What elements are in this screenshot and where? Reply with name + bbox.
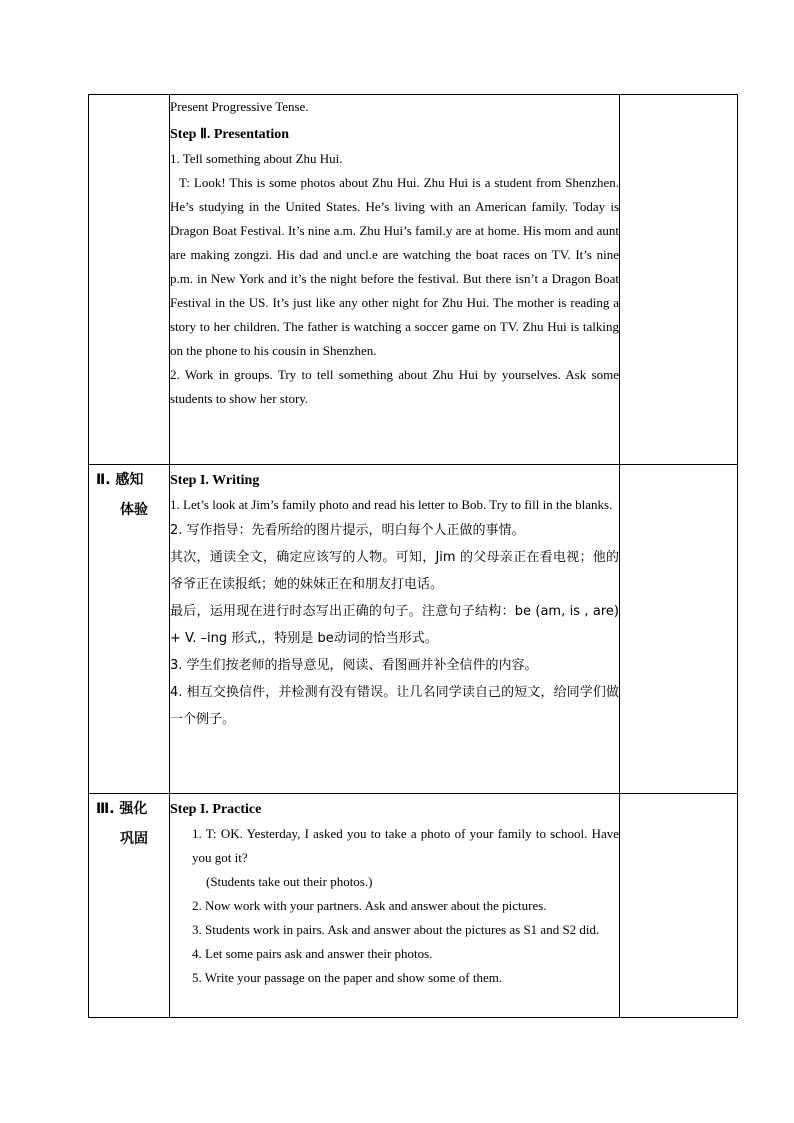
paragraph: 最后，运用现在进行时态写出正确的句子。注意句子结构：be (am, is , are) + V. –ing 形式,，特别是 be动词的恰当形式。 <box>170 604 619 646</box>
paragraph: 4. Let some pairs ask and answer their photos. <box>192 946 433 961</box>
step-heading: Step I. Practice <box>170 802 262 817</box>
table-row <box>89 465 738 794</box>
section-label: 体验 <box>120 502 148 518</box>
notes-cell <box>620 465 738 794</box>
paragraph: 1. Tell something about Zhu Hui. <box>170 151 343 166</box>
section-label: Ⅱ. 感知 <box>96 472 144 488</box>
paragraph: 2. Work in groups. Try to tell something about Zhu Hui by yourselves. Ask some students to show her story. <box>170 367 619 406</box>
paragraph: 3. Students work in pairs. Ask and answer about the pictures as S1 and S2 did. <box>192 922 600 937</box>
notes-cell <box>620 794 738 1018</box>
paragraph: 3. 学生们按老师的指导意见，阅读、看图画并补全信件的内容。 <box>170 658 538 673</box>
section-label-cell <box>89 794 170 1018</box>
content-cell <box>170 794 620 1018</box>
paragraph: T: Look! This is some photos about Zhu Hui. Zhu Hui is a student from Shenzhen. He’s studying in the United States. He’s living with an American family. Today is Dragon Boat Festival. It’s nine a.m. Zhu Hui’s famil.y are at home. His mom and aunt are making zongzi. His dad and uncl.e are watching the boat races on TV. It’s nine p.m. in New York and it’s the night before the festival. But there isn’t a Dragon Boat Festival in the US. It’s just like any other night for Zhu Hui. The mother is reading a story to her children. The father is watching a soccer game on TV. Zhu Hui is talking on the phone to his cousin in Shenzhen. <box>170 175 619 358</box>
section-label: 巩固 <box>120 831 148 847</box>
step-heading: Step Ⅱ. Presentation <box>170 127 290 142</box>
paragraph: 2. 写作指导：先看所给的图片提示，明白每个人正做的事情。 <box>170 523 525 538</box>
paragraph: 2. Now work with your partners. Ask and answer about the pictures. <box>192 898 547 913</box>
paragraph: 1. Let’s look at Jim’s family photo and read his letter to Bob. Try to fill in the blanks. <box>170 497 613 512</box>
section-label: Ⅲ. 强化 <box>96 801 148 817</box>
paragraph: 其次，通读全文，确定应该写的人物。可知，Jim 的父母亲正在看电视；他的爷爷正在读报纸；她的妹妹正在和朋友打电话。 <box>170 550 619 592</box>
section-label-cell <box>89 465 170 794</box>
table-row <box>89 794 738 1018</box>
lesson-plan-table <box>88 94 738 1018</box>
content-cell <box>170 465 620 794</box>
step-heading: Step I. Writing <box>170 473 260 488</box>
paragraph: 5. Write your passage on the paper and show some of them. <box>192 970 503 985</box>
table-row <box>89 95 738 465</box>
paragraph: Present Progressive Tense. <box>170 99 309 114</box>
notes-cell <box>620 95 738 465</box>
paragraph: (Students take out their photos.) <box>206 874 373 889</box>
paragraph: 4. 相互交换信件，并检测有没有错误。让几名同学读自己的短文，给同学们做一个例子。 <box>170 685 619 727</box>
content-cell <box>170 95 620 465</box>
paragraph: 1. T: OK. Yesterday, I asked you to take a photo of your family to school. Have you got it? <box>192 826 619 865</box>
section-label-cell <box>89 95 170 465</box>
